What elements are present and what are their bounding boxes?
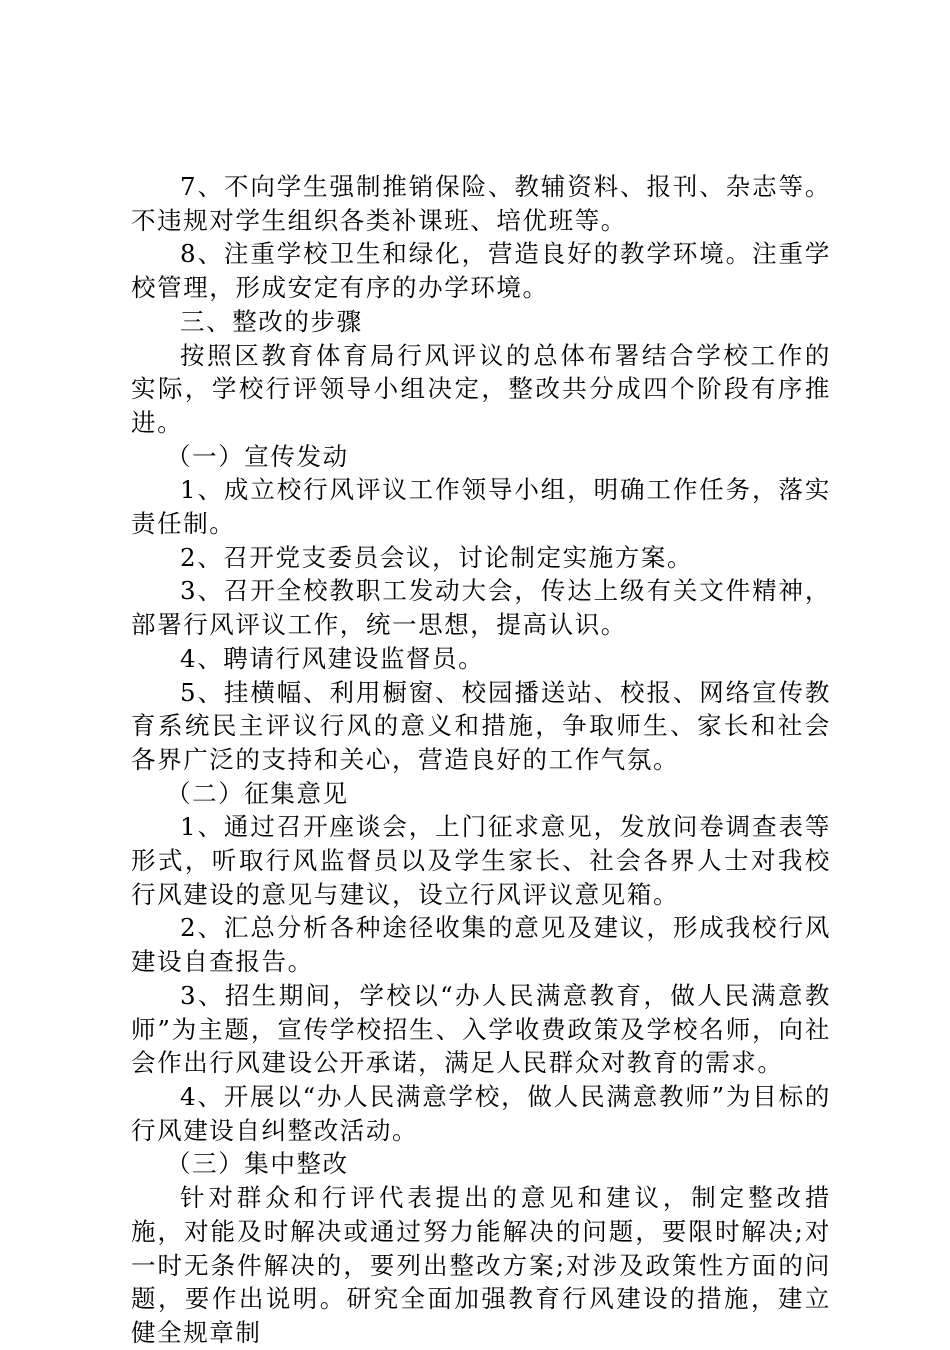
sub-heading-publicity: （一）宣传发动 [166,441,349,471]
paragraph-step-5: 5、挂横幅、利用橱窗、校园播送站、校报、网络宣传教育系统民主评议行风的意义和措施，争取师生、家长和社会各界广泛的支持和关心，营造良好的工作气氛。 [131,677,831,774]
sub-heading-rectification: （三）集中整改 [166,1149,349,1179]
paragraph-item-8: 8、注重学校卫生和绿化，营造良好的教学环境。注重学校管理，形成安定有序的办学环境。 [131,239,831,303]
paragraph-opinion-4: 4、开展以“办人民满意学校，做人民满意教师”为目标的行风建设自纠整改活动。 [131,1081,831,1145]
paragraph-intro: 按照区教育体育局行风评议的总体布署结合学校工作的实际，学校行评领导小组决定，整改共分成四个阶段有序推进。 [131,340,831,437]
sub-heading-opinions: （二）征集意见 [166,778,349,808]
paragraph-step-1: 1、成立校行风评议工作领导小组，明确工作任务，落实责任制。 [131,475,831,539]
paragraph-step-3: 3、召开全校教职工发动大会，传达上级有关文件精神，部署行风评议工作，统一思想，提高认识。 [131,576,831,640]
section-heading-steps: 三、整改的步骤 [180,306,363,336]
document-page [131,170,831,1350]
paragraph-step-4: 4、聘请行风建设监督员。 [180,643,485,673]
paragraph-opinion-1: 1、通过召开座谈会，上门征求意见，发放问卷调查表等形式，听取行风监督员以及学生家长、社会各界人士对我校行风建设的意见与建议，设立行风评议意见箱。 [131,812,831,909]
paragraph-item-7: 7、不向学生强制推销保险、教辅资料、报刊、杂志等。不违规对学生组织各类补课班、培优班等。 [131,172,831,235]
paragraph-rectification: 针对群众和行评代表提出的意见和建议，制定整改措施，对能及时解决或通过努力能解决的问题，要限时解决;对一时无条件解决的，要列出整改方案;对涉及政策性方面的问题，要作出说明。研究全面加强教育行风建设的措施，建立健全规章制 [131,1183,831,1347]
paragraph-opinion-2: 2、汇总分析各种途径收集的意见及建议，形成我校行风建设自查报告。 [131,913,831,977]
paragraph-opinion-3: 3、招生期间，学校以“办人民满意教育，做人民满意教师”为主题，宣传学校招生、入学收费政策及学校名师，向社会作出行风建设公开承诺，满足人民群众对教育的需求。 [131,980,831,1078]
paragraph-step-2: 2、召开党支委员会议，讨论制定实施方案。 [180,542,694,572]
